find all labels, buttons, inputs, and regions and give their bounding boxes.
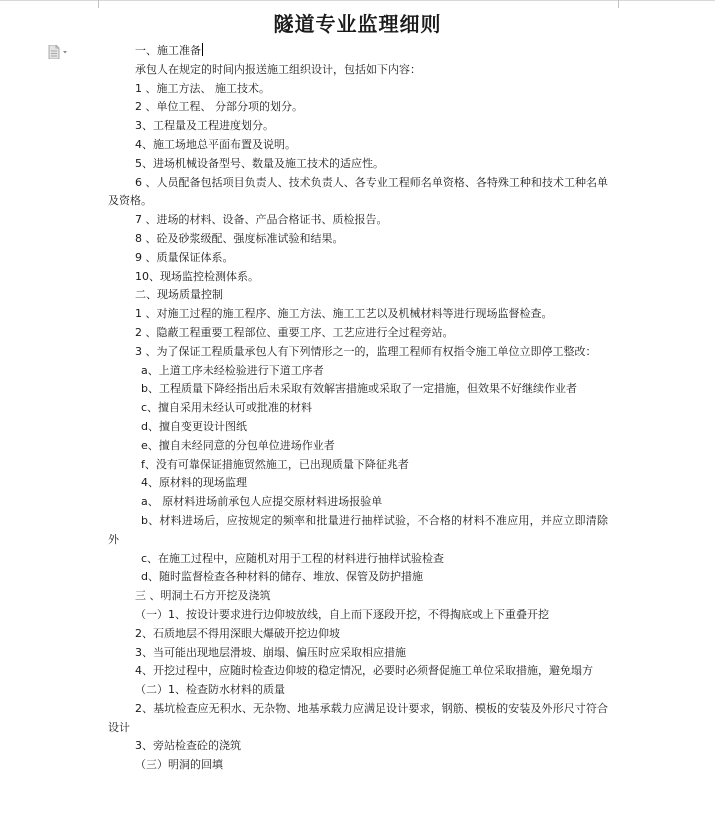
paragraph: 4、开挖过程中，应随时检查边仰坡的稳定情况，必要时必须督促施工单位采取措施，避免塌方 [135,664,593,678]
paragraph: 5、进场机械设备型号、数量及施工技术的适应性。 [135,156,384,170]
paragraph: 4、施工场地总平面布置及说明。 [135,137,296,151]
margin-tick-left [98,0,99,8]
paragraph: 9 、质量保证体系。 [135,250,234,264]
paragraph: 8 、砼及砂浆级配、强度标准试验和结果。 [135,231,344,245]
paragraph: 3、当可能出现地层滑坡、崩塌、偏压时应采取相应措施 [135,645,406,659]
paragraph: d、擅自变更设计图纸 [141,419,247,433]
paragraph: 4、原材料的现场监理 [141,476,247,490]
paragraph: d、随时监督检查各种材料的储存、堆放、保管及防护措施 [141,570,423,584]
paragraph: e、擅自未经同意的分包单位进场作业者 [141,438,335,452]
paragraph: f、没有可靠保证措施贸然施工，已出现质量下降征兆者 [141,457,409,471]
paragraph: b、工程质量下降经指出后未采取有效解害措施或采取了一定措施，但效果不好继续作业者 [141,382,577,396]
paragraph: （二）1、检查防水材料的质量 [135,683,285,697]
document-icon[interactable] [48,44,70,58]
paragraph: 三 、明洞土石方开挖及浇筑 [135,589,271,603]
paragraph: c、擅自采用未经认可或批准的材料 [141,401,313,415]
paragraph: 2 、单位工程、 分部分项的划分。 [135,100,303,114]
paragraph: c、在施工过程中，应随机对用于工程的材料进行抽样试验检查 [141,551,445,565]
paragraph: 3、旁站检查砼的浇筑 [135,739,241,753]
paragraph: 3、工程量及工程进度划分。 [135,119,274,133]
margin-tick-right [618,0,619,8]
paragraph: 二、现场质量控制 [135,288,223,302]
ruler-line [0,0,715,1]
paragraph: 1 、对施工过程的施工程序、施工方法、施工工艺以及机械材料等进行现场监督检查。 [135,307,553,321]
paragraph: 3 、为了保证工程质量承包人有下列情形之一的，监理工程师有权指令施工单位立即停工整改： [135,344,597,358]
paragraph: （一）1、按设计要求进行边仰坡放线，自上而下逐段开挖，不得掏底或上下重叠开挖 [135,607,549,621]
paragraph: 2、基坑检查应无积水、无杂物、地基承载力应满足设计要求，钢筋、模板的安装及外形尺寸符合设计 [108,701,608,734]
paragraph: b、材料进场后，应按规定的频率和批量进行抽样试验，不合格的材料不准应用，并应立即清除外 [108,513,608,546]
paragraph: 10、现场监控检测体系。 [135,269,259,283]
paragraph: 承包人在规定的时间内报送施工组织设计，包括如下内容： [135,62,421,76]
paragraph: a、上道工序未经检验进行下道工序者 [141,363,324,377]
paragraph: 2、石质地层不得用深眼大爆破开挖边仰坡 [135,626,340,640]
document-body[interactable] [108,42,608,775]
paragraph: 一、施工准备 [135,44,201,57]
document-title: 隧道专业监理细则 [273,12,442,36]
paragraph: 2 、隐蔽工程重要工程部位、重要工序、工艺应进行全过程旁站。 [135,325,454,339]
paragraph: 7 、进场的材料、设备、产品合格证书、质检报告。 [135,213,388,227]
text-cursor [202,43,203,56]
paragraph: 1 、施工方法、 施工技术。 [135,81,270,95]
paragraph: 6 、人员配备包括项目负责人、技术负责人、各专业工程师名单资格、各特殊工种和技术工种名单及资格。 [108,175,608,208]
paragraph: （三）明洞的回填 [135,758,223,772]
paragraph: a、 原材料进场前承包人应提交原材料进场报验单 [141,495,383,509]
